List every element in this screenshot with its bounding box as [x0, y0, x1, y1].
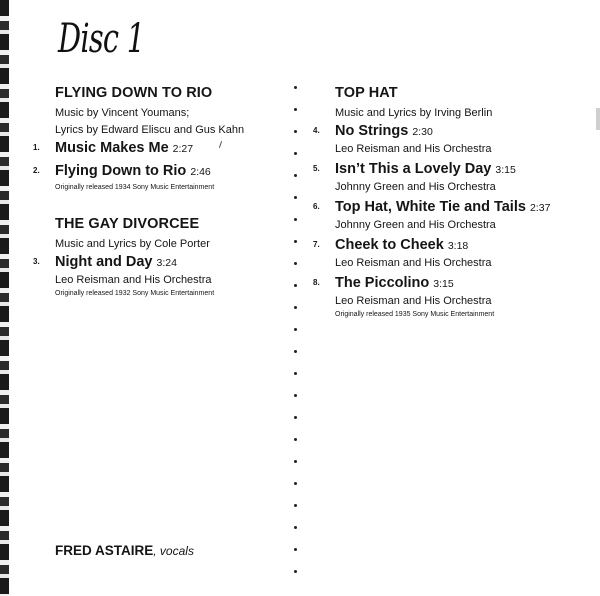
divider-dot — [294, 130, 297, 133]
divider-dot — [294, 262, 297, 265]
track-name: Music Makes Me — [55, 140, 169, 156]
track-5 — [313, 160, 585, 195]
track-name: Flying Down to Rio — [55, 163, 187, 179]
divider-dot — [294, 460, 297, 463]
credit-line: Music and Lyrics by Cole Porter — [55, 238, 210, 250]
divider-dot — [294, 240, 297, 243]
divider-dot — [294, 350, 297, 353]
divider-dot — [294, 108, 297, 111]
performer: Leo Reisman and His Orchestra — [335, 295, 492, 307]
performer: Leo Reisman and His Orchestra — [55, 274, 212, 286]
divider-dot — [294, 482, 297, 485]
performer: Leo Reisman and His Orchestra — [335, 143, 492, 155]
divider-dot — [294, 328, 297, 331]
divider-dot — [294, 174, 297, 177]
divider-dot — [294, 416, 297, 419]
right-column — [313, 85, 585, 343]
track-4 — [313, 122, 585, 157]
performer: Johnny Green and His Orchestra — [335, 219, 496, 231]
track-2 — [33, 162, 280, 194]
track-number: 1. — [33, 143, 40, 152]
track-name: Top Hat, White Tie and Tails — [335, 199, 526, 215]
artist-role: , vocals — [153, 544, 194, 558]
track-number: 7. — [313, 240, 320, 249]
divider-dot — [294, 196, 297, 199]
release-note: Originally released 1932 Sony Music Entertainment — [55, 290, 215, 297]
divider-dot — [294, 526, 297, 529]
artist-credit — [55, 543, 194, 558]
track-number: 6. — [313, 202, 320, 211]
track-duration: 2:30 — [412, 126, 433, 138]
track-duration: 2:37 — [529, 202, 551, 214]
divider-dot — [294, 372, 297, 375]
divider-dot — [294, 306, 297, 309]
divider-dot — [294, 284, 297, 287]
track-duration: 3:15 — [433, 278, 454, 290]
credit-line: Lyrics by Edward Eliscu and Gus Kahn — [55, 124, 245, 136]
release-note: Originally released 1935 Sony Music Entertainment — [335, 311, 495, 318]
track-duration: 3:18 — [447, 240, 469, 252]
performer: Leo Reisman and His Orchestra — [335, 257, 492, 269]
track-duration: 3:15 — [495, 164, 516, 176]
show-title: FLYING DOWN TO RIO — [55, 85, 213, 101]
track-3 — [33, 253, 280, 300]
divider-dot — [294, 394, 297, 397]
divider-dot — [294, 152, 297, 155]
scan-edge-right — [596, 108, 600, 130]
track-duration: 3:24 — [156, 257, 177, 269]
scan-edge-left — [0, 0, 9, 596]
track-number: 5. — [313, 164, 320, 173]
track-8 — [313, 274, 585, 321]
credit-line: Music and Lyrics by Irving Berlin — [335, 107, 493, 119]
track-number: 3. — [33, 257, 40, 266]
left-column — [33, 85, 280, 322]
track-name: The Piccolino — [335, 275, 430, 291]
divider-dot — [294, 218, 297, 221]
divider-dot — [294, 570, 297, 573]
release-note: Originally released 1934 Sony Music Entertainment — [55, 184, 215, 191]
divider-dot — [294, 86, 297, 89]
performer: Johnny Green and His Orchestra — [335, 181, 496, 193]
track-name: Isn’t This a Lovely Day — [335, 161, 492, 177]
show-title: THE GAY DIVORCEE — [55, 216, 200, 232]
artist-name: FRED ASTAIRE — [55, 543, 154, 558]
track-number: 8. — [313, 278, 320, 287]
track-name: No Strings — [335, 123, 409, 139]
track-number: 2. — [33, 166, 40, 175]
show-section-the-gay-divorcee — [33, 216, 280, 300]
disc-title: Disc 1 — [58, 16, 145, 62]
track-number: 4. — [313, 126, 320, 135]
track-7 — [313, 236, 585, 271]
track-name: Night and Day — [55, 254, 153, 270]
track-name: Cheek to Cheek — [335, 237, 444, 253]
show-section-top-hat — [313, 85, 585, 321]
divider-dot — [294, 548, 297, 551]
track-duration: 2:46 — [190, 166, 211, 178]
credit-line: Music by Vincent Youmans; — [55, 107, 190, 119]
track-6 — [313, 198, 585, 233]
track-1 — [33, 139, 280, 159]
show-title: TOP HAT — [335, 85, 398, 101]
divider-dot — [294, 438, 297, 441]
track-duration: 2:27 — [172, 143, 194, 155]
show-section-flying-down-to-rio — [33, 85, 280, 194]
divider-dot — [294, 504, 297, 507]
